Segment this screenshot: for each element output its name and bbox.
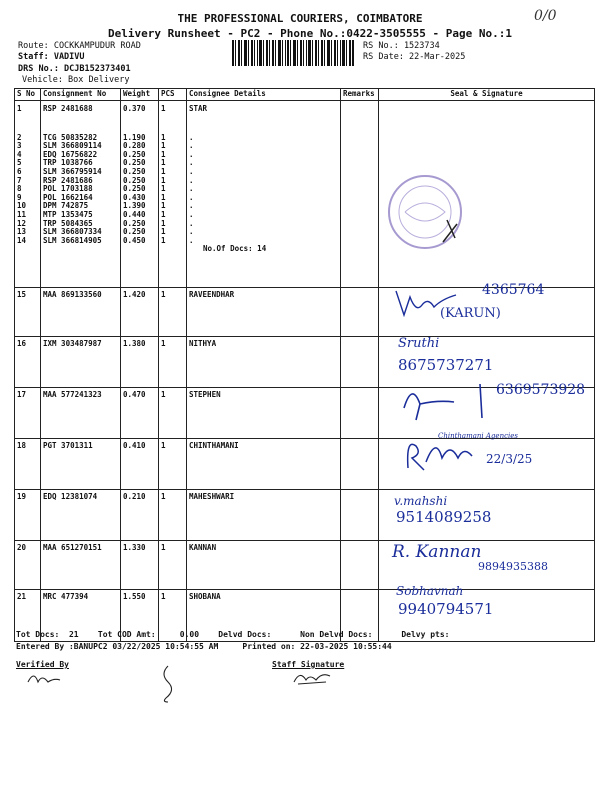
table-row-group: 1 2 3 4 5 6 7 8 9 10 11 12 13 14 RSP 2481688 TCG 50835282 SLM 366809114 EDQ 16756822 TRP 1038766 SLM 366795914 RSP 2481686 POL 1703188 POL 1662164 DPM 742875 MTP 1353475 TRP 5084365 SLM 366807334 SLM 366814905 0.370 1.190 0.280 0.250 0.250 0.250 0.250 0.250 0.430 1.390 0.440 0.250 0.250 0.450 1 1 1 1 1 1 1 1 1 1 1 1 1 1 STAR . . . . . . . . . . . . . No.Of Docs: 14 xyxy=(15,101,595,288)
signature-text: 22/3/25 xyxy=(486,452,533,466)
table-row: 20 MAA 651270151 1.330 1 KANNAN xyxy=(15,541,595,590)
signature-text: 4365764 xyxy=(482,282,545,298)
col-consignment: Consignment No xyxy=(41,89,121,101)
col-consignee: Consignee Details xyxy=(187,89,341,101)
signature-scribble xyxy=(398,378,498,424)
signature-text: 9894935388 xyxy=(478,560,548,573)
table-row: 17 MAA 577241323 0.470 1 STEPHEN xyxy=(15,388,595,439)
signature-text: v.mahshi xyxy=(394,494,448,508)
staff-signature-label: Staff Signature xyxy=(272,660,345,669)
table-row: 15 MAA 869133560 1.420 1 RAVEENDHAR xyxy=(15,288,595,337)
signature-text: 8675737271 xyxy=(398,356,494,374)
staff-info: Staff: VADIVU xyxy=(18,52,85,62)
staff-signature xyxy=(290,666,334,688)
runsheet-title: Delivery Runsheet - PC2 - Phone No.:0422-3505555 - Page No.:1 xyxy=(108,27,512,40)
barcode-image xyxy=(232,40,354,66)
signature-text: Sruthi xyxy=(398,336,440,351)
signature-text: 9514089258 xyxy=(396,508,492,526)
col-sno: S No xyxy=(15,89,41,101)
seal-stamp xyxy=(385,172,465,252)
vehicle-info: Vehicle: Box Delivery xyxy=(22,75,130,85)
scribble-mark xyxy=(156,664,178,704)
verified-by-label: Verified By xyxy=(16,660,69,669)
col-pcs: PCS xyxy=(159,89,187,101)
col-seal-signature: Seal & Signature xyxy=(379,89,595,101)
route-info: Route: COCKKAMPUDUR ROAD xyxy=(18,41,141,51)
rs-number: RS No.: 1523734 xyxy=(363,41,440,51)
totals-line: Tot Docs: 21 Tot COD Amt: 0.00 Delvd Docs: Non Delvd Docs: Delvy pts: xyxy=(16,630,450,639)
rs-date: RS Date: 22-Mar-2025 xyxy=(363,52,466,62)
signature-text: (KARUN) xyxy=(440,306,501,321)
company-title: THE PROFESSIONAL COURIERS, COIMBATORE xyxy=(177,12,423,25)
table-row: 16 IXM 303487987 1.380 1 NITHYA xyxy=(15,337,595,388)
table-row: 21 MRC 477394 1.550 1 SHOBANA xyxy=(15,590,595,642)
table-row: 19 EDQ 12381074 0.210 1 MAHESHWARI xyxy=(15,490,595,541)
table-header-row xyxy=(15,89,595,101)
verifier-signature xyxy=(24,668,64,690)
table-row: 18 PGT 3701311 0.410 1 CHINTHAMANI xyxy=(15,439,595,490)
no-of-docs: No.Of Docs: 14 xyxy=(203,244,267,254)
entered-by-line: Entered By :BANUPC2 03/22/2025 10:54:55 AM Printed on: 22-03-2025 10:55:44 xyxy=(16,642,392,651)
page-mark: 0/0 xyxy=(534,8,557,24)
signature-text: Chinthamani Agencies xyxy=(438,432,518,440)
runsheet-table xyxy=(14,88,595,642)
signature-text: 9940794571 xyxy=(398,600,494,618)
signature-text: Sobhavnah xyxy=(396,584,464,598)
signature-text: R. Kannan xyxy=(392,542,482,562)
col-weight: Weight xyxy=(121,89,159,101)
signature-text: 6369573928 xyxy=(496,382,586,398)
col-remarks: Remarks xyxy=(341,89,379,101)
drs-number: DRS No.: DCJB152373401 xyxy=(18,64,131,74)
